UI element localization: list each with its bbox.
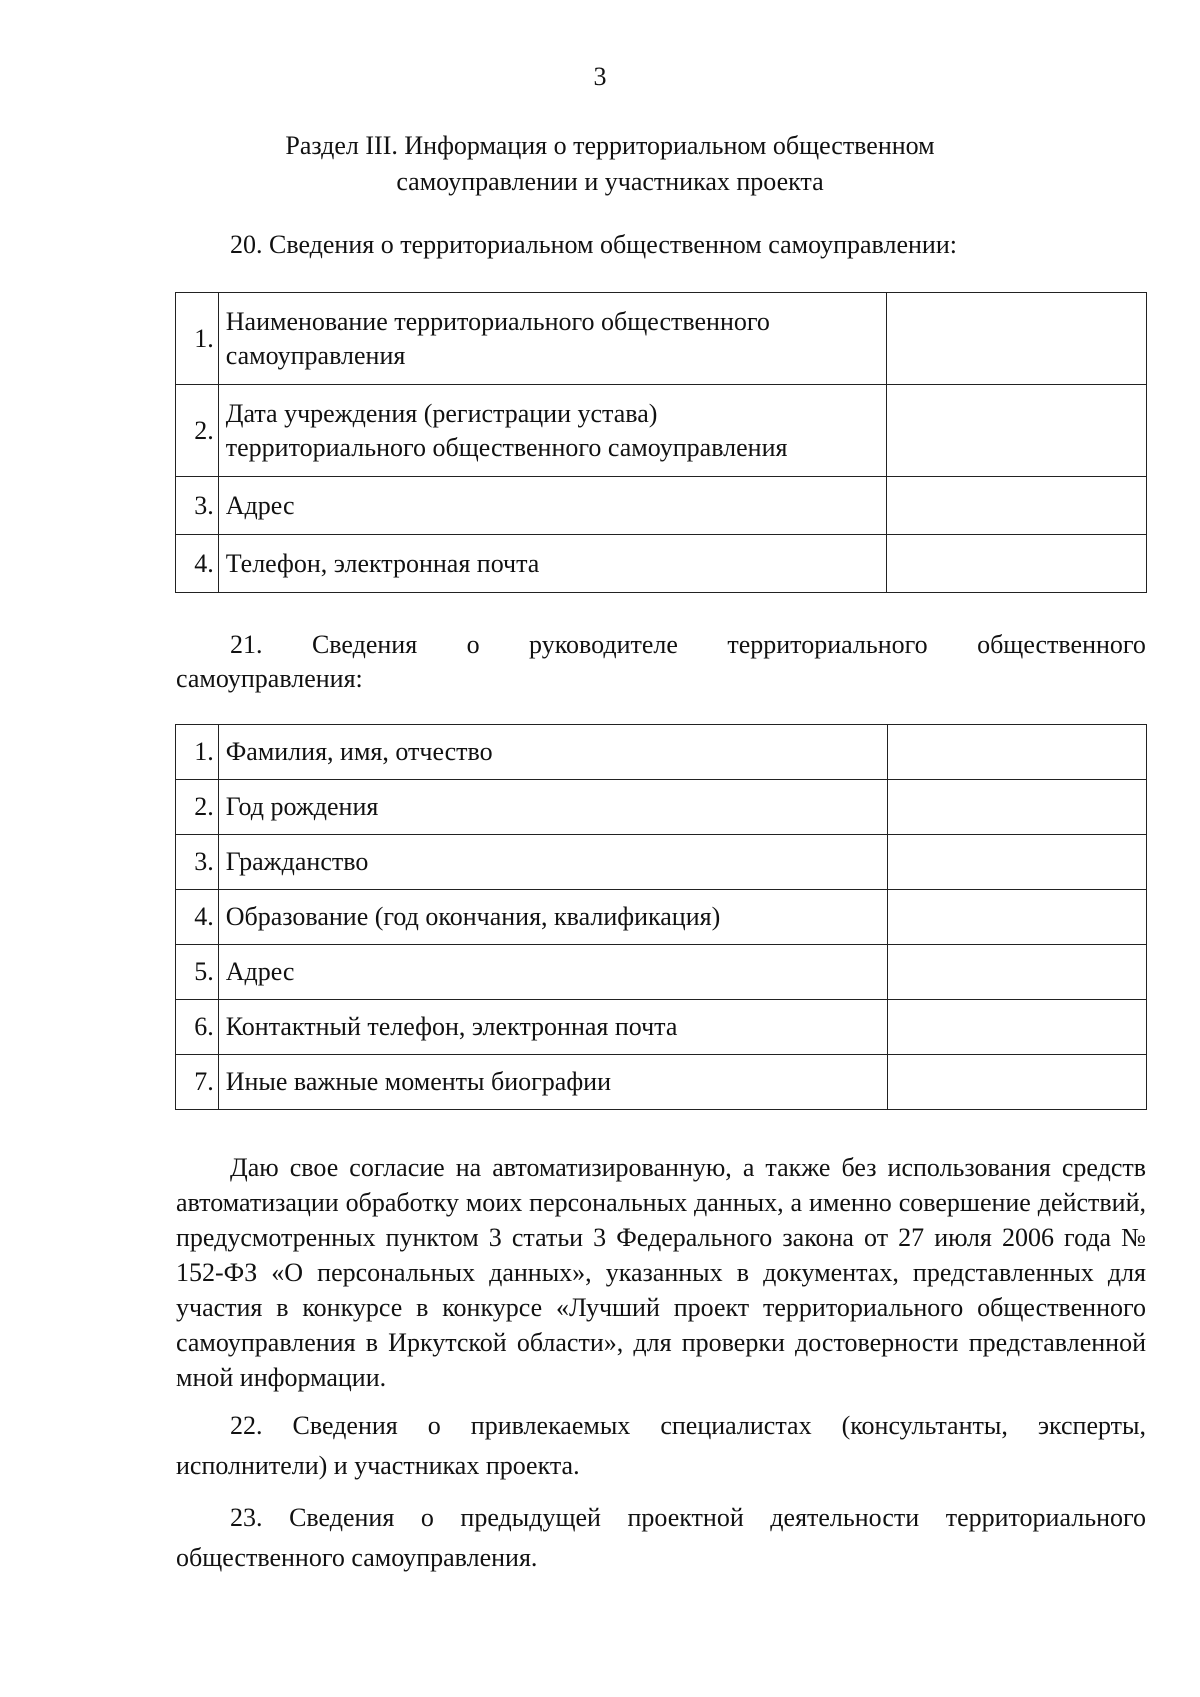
row-label: Иные важные моменты биографии [218,1055,887,1110]
table-row [176,535,1147,593]
row-value-cell[interactable] [887,725,1146,780]
row-label: Адрес [218,945,887,1000]
row-value-cell[interactable] [887,293,1147,385]
row-label: Год рождения [218,780,887,835]
row-number: 1. [176,293,219,385]
section-title-line2: самоуправлении и участниках проекта [396,167,824,196]
table-row [176,293,1147,385]
row-number: 3. [176,835,219,890]
row-number: 3. [176,477,219,535]
row-number: 6. [176,1000,219,1055]
item-23-heading: 23. Сведения о предыдущей проектной деятельности территориального общественного самоуправления. [176,1503,1146,1572]
row-number: 5. [176,945,219,1000]
row-label [218,293,886,385]
section-title [240,128,980,200]
row-value-cell[interactable] [887,780,1146,835]
item-21-word: территориального [727,630,928,659]
row-label-line: самоуправления [225,340,406,370]
row-label-line: Дата учреждения (регистрации устава) [225,398,658,428]
row-label: Телефон, электронная почта [218,535,886,593]
row-label: Фамилия, имя, отчество [218,725,887,780]
row-value-cell[interactable] [887,945,1146,1000]
row-value-cell[interactable] [887,835,1146,890]
item-20-heading: 20. Сведения о территориальном общественном самоуправлении: [230,230,957,259]
row-label-line: территориального общественного самоуправления [225,432,788,462]
row-label-line: Наименование территориального общественного [225,306,770,336]
row-value-cell[interactable] [887,477,1147,535]
row-label: Образование (год окончания, квалификация) [218,890,887,945]
item-21-word: Сведения [311,630,418,659]
row-value-cell[interactable] [887,385,1147,477]
item-21-second-line: самоуправления: [176,664,363,693]
table-row [176,890,1147,945]
row-number: 1. [176,725,219,780]
item-22-heading: 22. Сведения о привлекаемых специалистах (консультанты, эксперты, исполнители) и участниках проекта. [176,1411,1146,1480]
row-label [218,385,886,477]
table-row [176,780,1147,835]
item-21-heading [176,628,1146,696]
row-value-cell[interactable] [887,1055,1146,1110]
table-row [176,1055,1147,1110]
item-21-word: 21. [230,630,263,659]
row-number: 4. [176,535,219,593]
table-row [176,725,1147,780]
table-row [176,835,1147,890]
row-number: 4. [176,890,219,945]
consent-paragraph: Даю свое согласие на автоматизированную, а также без использования средств автоматизации обработку моих персональных данных, а именно совершение действий, предусмотренных пунктом 3 статьи 3 Федерального закона от 27 июля 2006 года № 152-ФЗ «О персональных данных», указанных в документах, представленных для участия в конкурсе в конкурсе «Лучший проект территориального общественного самоуправления в Иркутской области», для проверки достоверности представленной мной информации. [176,1153,1146,1392]
table-row [176,385,1147,477]
row-number: 7. [176,1055,219,1110]
page-number: 3 [593,62,607,91]
table-row [176,945,1147,1000]
row-label: Контактный телефон, электронная почта [218,1000,887,1055]
row-label: Адрес [218,477,886,535]
item-21-word: общественного [977,630,1146,659]
row-value-cell[interactable] [887,890,1146,945]
table-row [176,477,1147,535]
tos-info-table [175,292,1147,593]
item-21-word: о [466,630,480,659]
item-21-first-line [176,628,1146,662]
section-title-line1: Раздел III. Информация о территориальном общественном [285,131,935,160]
row-number: 2. [176,385,219,477]
table-row [176,1000,1147,1055]
row-value-cell[interactable] [887,1000,1146,1055]
item-21-word: руководителе [529,630,678,659]
row-value-cell[interactable] [887,535,1147,593]
row-label: Гражданство [218,835,887,890]
leader-info-table [175,724,1147,1110]
row-number: 2. [176,780,219,835]
